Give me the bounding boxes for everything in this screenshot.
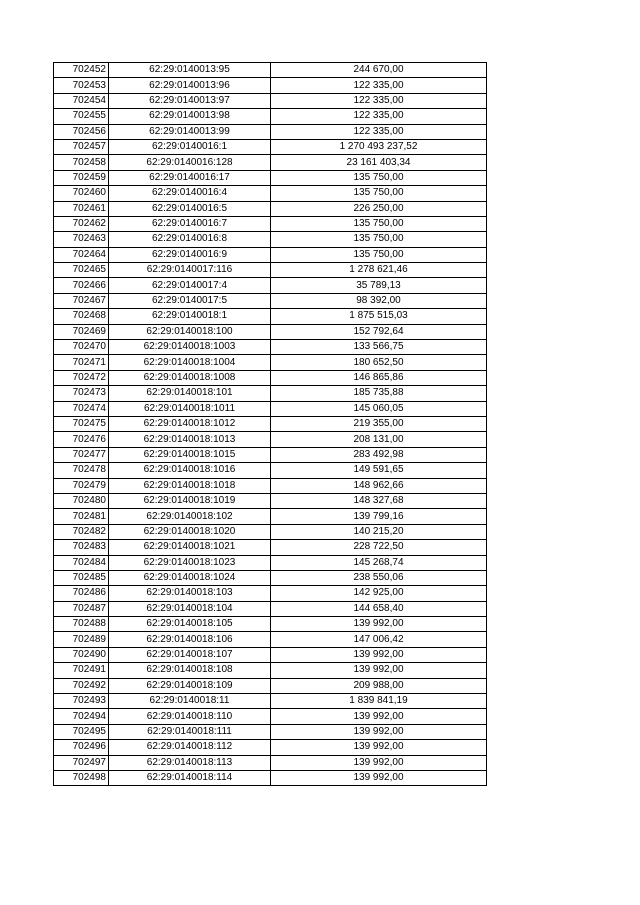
cadastral-value-cell: 140 215,20 [271, 524, 487, 539]
table-row [54, 416, 487, 431]
row-number-cell: 702453 [54, 78, 109, 93]
table-row [54, 478, 487, 493]
row-number-cell: 702475 [54, 416, 109, 431]
cadastral-number-cell: 62:29:0140018:1004 [109, 355, 271, 370]
table-row [54, 401, 487, 416]
table-row [54, 170, 487, 185]
row-number-cell: 702470 [54, 340, 109, 355]
row-number-cell: 702493 [54, 694, 109, 709]
row-number-cell: 702462 [54, 216, 109, 231]
cadastral-value-cell: 122 335,00 [271, 78, 487, 93]
cadastral-number-cell: 62:29:0140018:1008 [109, 370, 271, 385]
table-body [54, 63, 487, 786]
table-row [54, 647, 487, 662]
table-row [54, 324, 487, 339]
cadastral-value-cell: 1 875 515,03 [271, 309, 487, 324]
row-number-cell: 702465 [54, 263, 109, 278]
cadastral-value-cell: 142 925,00 [271, 586, 487, 601]
table-row [54, 570, 487, 585]
cadastral-value-cell: 219 355,00 [271, 416, 487, 431]
cadastral-value-cell: 139 992,00 [271, 709, 487, 724]
table-row [54, 447, 487, 462]
table-row [54, 617, 487, 632]
table-row [54, 632, 487, 647]
cadastral-number-cell: 62:29:0140018:1003 [109, 340, 271, 355]
row-number-cell: 702457 [54, 139, 109, 154]
cadastral-value-cell: 139 992,00 [271, 770, 487, 785]
row-number-cell: 702489 [54, 632, 109, 647]
row-number-cell: 702452 [54, 63, 109, 78]
cadastral-number-cell: 62:29:0140018:100 [109, 324, 271, 339]
cadastral-value-cell: 98 392,00 [271, 293, 487, 308]
cadastral-number-cell: 62:29:0140018:101 [109, 386, 271, 401]
row-number-cell: 702469 [54, 324, 109, 339]
table-row [54, 740, 487, 755]
table-row [54, 540, 487, 555]
cadastral-value-cell: 122 335,00 [271, 124, 487, 139]
cadastral-value-cell: 145 060,05 [271, 401, 487, 416]
cadastral-value-cell: 133 566,75 [271, 340, 487, 355]
row-number-cell: 702479 [54, 478, 109, 493]
table-row [54, 355, 487, 370]
row-number-cell: 702458 [54, 155, 109, 170]
table-row [54, 186, 487, 201]
cadastral-number-cell: 62:29:0140016:1 [109, 139, 271, 154]
cadastral-value-cell: 1 278 621,46 [271, 263, 487, 278]
table-row [54, 432, 487, 447]
table-row [54, 216, 487, 231]
cadastral-value-cell: 244 670,00 [271, 63, 487, 78]
cadastral-number-cell: 62:29:0140013:98 [109, 109, 271, 124]
cadastral-number-cell: 62:29:0140016:8 [109, 232, 271, 247]
table-row [54, 370, 487, 385]
cadastral-value-cell: 228 722,50 [271, 540, 487, 555]
cadastral-number-cell: 62:29:0140018:113 [109, 755, 271, 770]
table-row [54, 586, 487, 601]
cadastral-number-cell: 62:29:0140013:96 [109, 78, 271, 93]
cadastral-number-cell: 62:29:0140013:99 [109, 124, 271, 139]
table-row [54, 601, 487, 616]
cadastral-number-cell: 62:29:0140017:5 [109, 293, 271, 308]
cadastral-value-cell: 135 750,00 [271, 247, 487, 262]
cadastral-number-cell: 62:29:0140018:1011 [109, 401, 271, 416]
cadastral-number-cell: 62:29:0140018:104 [109, 601, 271, 616]
row-number-cell: 702481 [54, 509, 109, 524]
cadastral-number-cell: 62:29:0140018:1 [109, 309, 271, 324]
table-row [54, 124, 487, 139]
cadastral-number-cell: 62:29:0140018:1023 [109, 555, 271, 570]
row-number-cell: 702454 [54, 93, 109, 108]
table-row [54, 493, 487, 508]
row-number-cell: 702474 [54, 401, 109, 416]
cadastral-number-cell: 62:29:0140016:128 [109, 155, 271, 170]
table-row [54, 263, 487, 278]
cadastral-value-cell: 149 591,65 [271, 463, 487, 478]
row-number-cell: 702496 [54, 740, 109, 755]
cadastral-value-cell: 139 799,16 [271, 509, 487, 524]
cadastral-number-cell: 62:29:0140018:103 [109, 586, 271, 601]
table-row [54, 139, 487, 154]
cadastral-number-cell: 62:29:0140018:110 [109, 709, 271, 724]
cadastral-number-cell: 62:29:0140018:102 [109, 509, 271, 524]
cadastral-value-cell: 122 335,00 [271, 109, 487, 124]
cadastral-value-cell: 208 131,00 [271, 432, 487, 447]
cadastral-value-cell: 135 750,00 [271, 216, 487, 231]
cadastral-number-cell: 62:29:0140018:1013 [109, 432, 271, 447]
row-number-cell: 702478 [54, 463, 109, 478]
table-row [54, 386, 487, 401]
table-row [54, 509, 487, 524]
cadastral-value-cell: 185 735,88 [271, 386, 487, 401]
table-row [54, 463, 487, 478]
row-number-cell: 702485 [54, 570, 109, 585]
cadastral-value-cell: 139 992,00 [271, 740, 487, 755]
table-row [54, 694, 487, 709]
row-number-cell: 702488 [54, 617, 109, 632]
cadastral-value-cell: 139 992,00 [271, 755, 487, 770]
row-number-cell: 702486 [54, 586, 109, 601]
row-number-cell: 702491 [54, 663, 109, 678]
row-number-cell: 702476 [54, 432, 109, 447]
cadastral-value-cell: 135 750,00 [271, 232, 487, 247]
cadastral-number-cell: 62:29:0140018:114 [109, 770, 271, 785]
cadastral-number-cell: 62:29:0140016:9 [109, 247, 271, 262]
cadastral-number-cell: 62:29:0140018:1016 [109, 463, 271, 478]
cadastral-value-cell: 148 327,68 [271, 493, 487, 508]
cadastral-number-cell: 62:29:0140018:1012 [109, 416, 271, 431]
row-number-cell: 702477 [54, 447, 109, 462]
cadastral-value-cell: 209 988,00 [271, 678, 487, 693]
table-row [54, 109, 487, 124]
cadastral-value-cell: 238 550,06 [271, 570, 487, 585]
table-row [54, 663, 487, 678]
cadastral-number-cell: 62:29:0140018:11 [109, 694, 271, 709]
row-number-cell: 702497 [54, 755, 109, 770]
cadastral-number-cell: 62:29:0140018:109 [109, 678, 271, 693]
cadastral-number-cell: 62:29:0140013:95 [109, 63, 271, 78]
cadastral-number-cell: 62:29:0140018:112 [109, 740, 271, 755]
table-row [54, 340, 487, 355]
cadastral-number-cell: 62:29:0140018:111 [109, 724, 271, 739]
cadastral-value-cell: 152 792,64 [271, 324, 487, 339]
row-number-cell: 702464 [54, 247, 109, 262]
row-number-cell: 702456 [54, 124, 109, 139]
cadastral-number-cell: 62:29:0140017:4 [109, 278, 271, 293]
cadastral-number-cell: 62:29:0140018:1019 [109, 493, 271, 508]
cadastral-number-cell: 62:29:0140018:1020 [109, 524, 271, 539]
table-row [54, 678, 487, 693]
cadastral-number-cell: 62:29:0140018:1021 [109, 540, 271, 555]
cadastral-value-cell: 226 250,00 [271, 201, 487, 216]
cadastral-number-cell: 62:29:0140018:107 [109, 647, 271, 662]
cadastral-number-cell: 62:29:0140016:5 [109, 201, 271, 216]
row-number-cell: 702484 [54, 555, 109, 570]
row-number-cell: 702495 [54, 724, 109, 739]
row-number-cell: 702472 [54, 370, 109, 385]
cadastral-value-cell: 148 962,66 [271, 478, 487, 493]
table-row [54, 247, 487, 262]
table-row [54, 278, 487, 293]
table-row [54, 309, 487, 324]
table-row [54, 155, 487, 170]
cadastral-value-cell: 35 789,13 [271, 278, 487, 293]
cadastral-value-cell: 135 750,00 [271, 170, 487, 185]
cadastral-value-cell: 144 658,40 [271, 601, 487, 616]
table-row [54, 755, 487, 770]
cadastral-value-cell: 147 006,42 [271, 632, 487, 647]
cadastral-value-cell: 146 865,86 [271, 370, 487, 385]
table-row [54, 724, 487, 739]
cadastral-value-cell: 139 992,00 [271, 617, 487, 632]
cadastral-number-cell: 62:29:0140013:97 [109, 93, 271, 108]
cadastral-number-cell: 62:29:0140018:1015 [109, 447, 271, 462]
row-number-cell: 702498 [54, 770, 109, 785]
row-number-cell: 702461 [54, 201, 109, 216]
cadastral-number-cell: 62:29:0140018:1024 [109, 570, 271, 585]
table-row [54, 770, 487, 785]
row-number-cell: 702483 [54, 540, 109, 555]
table-row [54, 78, 487, 93]
table-row [54, 709, 487, 724]
cadastral-number-cell: 62:29:0140018:105 [109, 617, 271, 632]
cadastral-number-cell: 62:29:0140016:17 [109, 170, 271, 185]
table-row [54, 293, 487, 308]
cadastral-value-cell: 1 270 493 237,52 [271, 139, 487, 154]
row-number-cell: 702494 [54, 709, 109, 724]
row-number-cell: 702490 [54, 647, 109, 662]
cadastral-value-cell: 139 992,00 [271, 663, 487, 678]
row-number-cell: 702492 [54, 678, 109, 693]
row-number-cell: 702468 [54, 309, 109, 324]
row-number-cell: 702482 [54, 524, 109, 539]
table-row [54, 201, 487, 216]
cadastral-value-cell: 122 335,00 [271, 93, 487, 108]
cadastral-number-cell: 62:29:0140016:4 [109, 186, 271, 201]
row-number-cell: 702467 [54, 293, 109, 308]
cadastral-value-cell: 135 750,00 [271, 186, 487, 201]
cadastral-number-cell: 62:29:0140018:106 [109, 632, 271, 647]
row-number-cell: 702471 [54, 355, 109, 370]
cadastral-value-cell: 139 992,00 [271, 724, 487, 739]
cadastral-value-cell: 139 992,00 [271, 647, 487, 662]
row-number-cell: 702463 [54, 232, 109, 247]
cadastral-value-cell: 145 268,74 [271, 555, 487, 570]
table-row [54, 63, 487, 78]
row-number-cell: 702466 [54, 278, 109, 293]
cadastral-value-cell: 1 839 841,19 [271, 694, 487, 709]
row-number-cell: 702455 [54, 109, 109, 124]
row-number-cell: 702460 [54, 186, 109, 201]
table-row [54, 555, 487, 570]
table-row [54, 524, 487, 539]
row-number-cell: 702459 [54, 170, 109, 185]
cadastral-number-cell: 62:29:0140018:1018 [109, 478, 271, 493]
cadastral-value-cell: 23 161 403,34 [271, 155, 487, 170]
cadastral-number-cell: 62:29:0140016:7 [109, 216, 271, 231]
row-number-cell: 702480 [54, 493, 109, 508]
cadastral-number-cell: 62:29:0140017:116 [109, 263, 271, 278]
row-number-cell: 702473 [54, 386, 109, 401]
table-row [54, 93, 487, 108]
cadastral-number-cell: 62:29:0140018:108 [109, 663, 271, 678]
row-number-cell: 702487 [54, 601, 109, 616]
cadastral-value-cell: 180 652,50 [271, 355, 487, 370]
cadastral-value-table [53, 62, 487, 786]
table-row [54, 232, 487, 247]
cadastral-value-cell: 283 492,98 [271, 447, 487, 462]
